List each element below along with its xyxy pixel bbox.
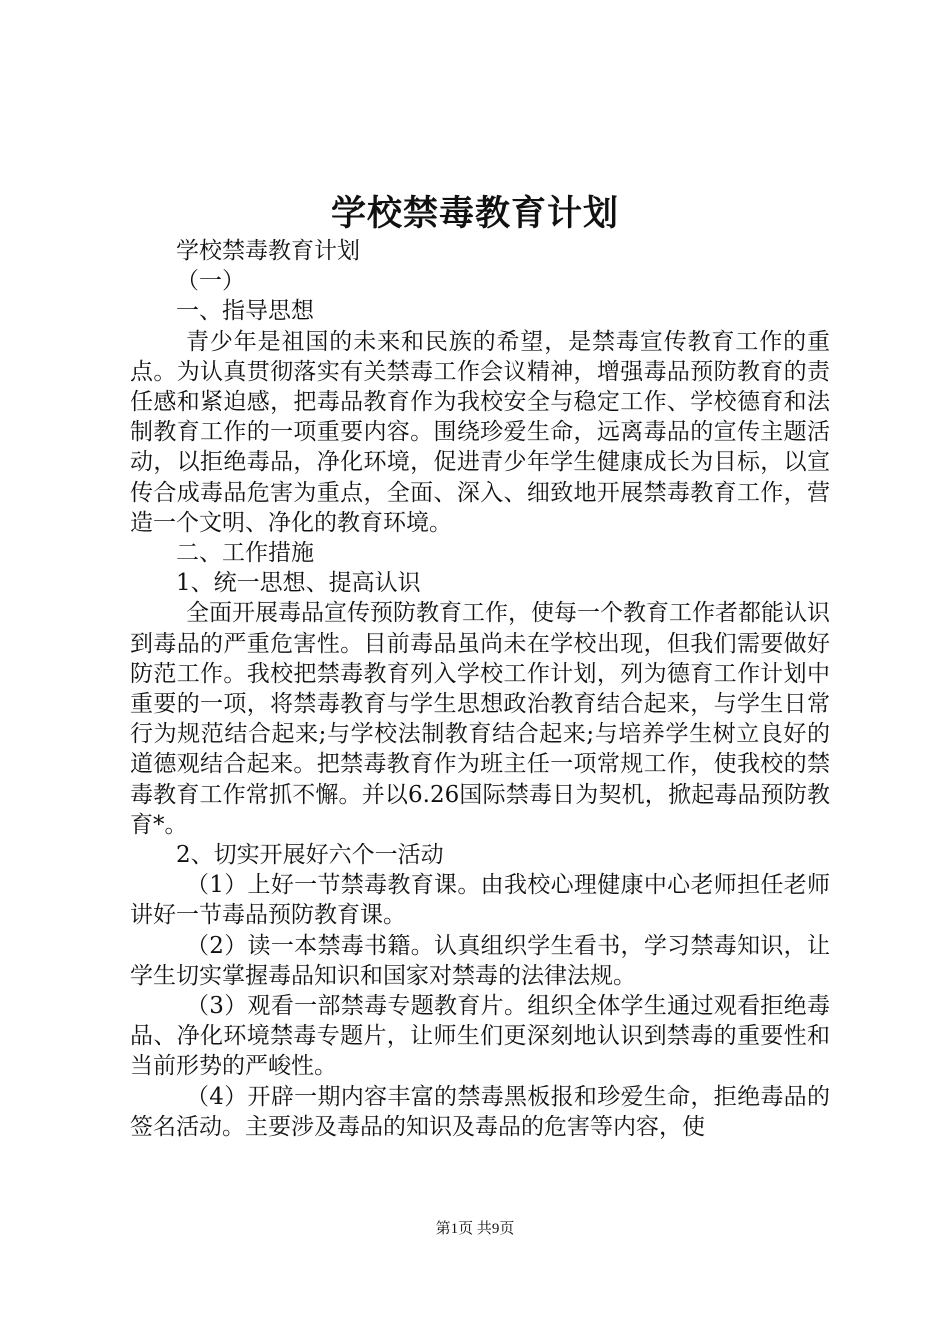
paragraph-activity-1: （1）上好一节禁毒教育课。由我校心理健康中心老师担任老师讲好一节毒品预防教育课。 xyxy=(130,872,830,929)
paragraph-activity-4: （4）开辟一期内容丰富的禁毒黑板报和珍爱生命，拒绝毒品的签名活动。主要涉及毒品的知识及毒品的危害等内容，使 xyxy=(130,1083,830,1140)
document-body xyxy=(130,236,830,1142)
paragraph-guiding-thought: 青少年是祖国的未来和民族的希望，是禁毒宣传教育工作的重点。为认真贯彻落实有关禁毒工作会议精神，增强毒品预防教育的责任感和紧迫感，把毒品教育作为我校安全与稳定工作、学校德育和法制教育工作的一项重要内容。围绕珍爱生命，远离毒品的宣传主题活动，以拒绝毒品，净化环境，促进青少年学生健康成长为目标，以宣传合成毒品危害为重点，全面、深入、细致地开展禁毒教育工作，营造一个文明、净化的教育环境。 xyxy=(130,328,830,536)
heading-work-measures: 二、工作措施 xyxy=(176,540,314,567)
page-footer: 第1页 共9页 xyxy=(435,1221,515,1237)
heading-six-activities: 2、切实开展好六个一活动 xyxy=(176,842,444,869)
paragraph-section-number: （一） xyxy=(176,268,245,295)
paragraph-unify-thinking: 全面开展毒品宣传预防教育工作，使每一个教育工作者都能认识到毒品的严重危害性。目前毒品虽尚未在学校出现，但我们需要做好防范工作。我校把禁毒教育列入学校工作计划，列为德育工作计划中重要的一项，将禁毒教育与学生思想政治教育结合起来，与学生日常行为规范结合起来;与学校法制教育结合起来;与培养学生树立良好的道德观结合起来。把禁毒教育作为班主任一项常规工作，使我校的禁毒教育工作常抓不懈。并以6.26国际禁毒日为契机，掀起毒品预防教育*。 xyxy=(130,600,830,838)
paragraph-activity-3: （3）观看一部禁毒专题教育片。组织全体学生通过观看拒绝毒品、净化环境禁毒专题片，让师生们更深刻地认识到禁毒的重要性和当前形势的严峻性。 xyxy=(130,993,830,1080)
heading-guiding-thought: 一、指导思想 xyxy=(176,298,314,325)
paragraph-subtitle: 学校禁毒教育计划 xyxy=(176,238,360,264)
heading-unify-thinking: 1、统一思想、提高认识 xyxy=(176,570,421,597)
paragraph-activity-2: （2）读一本禁毒书籍。认真组织学生看书，学习禁毒知识，让学生切实掌握毒品知识和国家对禁毒的法律法规。 xyxy=(130,932,830,989)
document-title: 学校禁毒教育计划 xyxy=(330,193,619,234)
